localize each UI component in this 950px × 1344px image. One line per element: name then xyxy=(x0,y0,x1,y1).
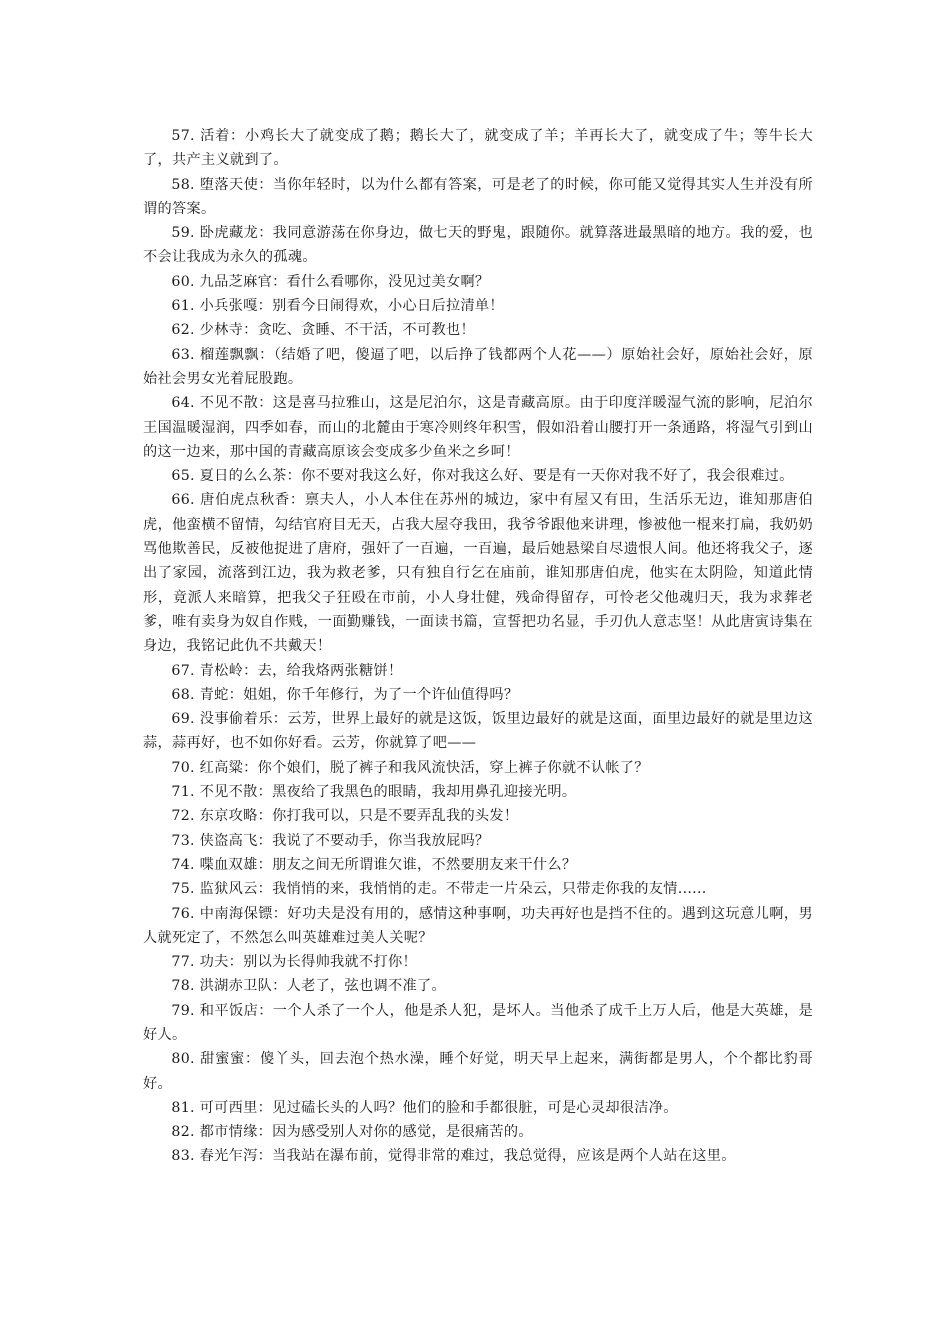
quote-62: 62. 少林寺：贪吃、贪睡、不干活，不可教也！ xyxy=(171,322,475,339)
quote-57: 57. 活着：小鸡长大了就变成了鹅；鹅长大了，就变成了羊；羊再长大了，就变成了牛；等牛长大了，共产主义就到了。 xyxy=(143,128,813,169)
quote-65: 65. 夏日的么么茶：你不要对我这么好，你对我这么好、要是有一天你对我不好了，我会很难过。 xyxy=(171,468,794,485)
quote-70: 70. 红高粱：你个娘们，脱了裤子和我风流快活，穿上裤子你就不认帐了？ xyxy=(171,759,649,776)
quote-82: 82. 都市情缘：因为感受别人对你的感觉，是很痛苦的。 xyxy=(171,1124,533,1141)
quote-58: 58. 堕落天使：当你年轻时，以为什么都有答案，可是老了的时候，你可能又觉得其实人生并没有所谓的答案。 xyxy=(143,176,813,217)
quote-60: 60. 九品芝麻官：看什么看哪你，没见过美女啊？ xyxy=(171,273,490,290)
quote-73: 73. 侠盗高飞：我说了不要动手，你当我放屁吗？ xyxy=(171,832,490,849)
quote-77: 77. 功夫：别以为长得帅我就不打你！ xyxy=(171,954,417,971)
quote-list xyxy=(143,124,813,1169)
quote-66: 66. 唐伯虎点秋香：禀夫人，小人本住在苏州的城边，家中有屋又有田，生活乐无边，谁知那唐伯虎，他蛮横不留情，勾结官府目无天，占我大屋夺我田，我爷爷跟他来讲理，惨被他一棍来打扁，我奶奶骂他欺善民，反被他捉进了唐府，强奸了一百遍，一百遍，最后她悬梁自尽遗恨人间。他还将我父子，逐出了家园，流落到江边，我为救老爹，只有独自行乞在庙前，谁知那唐伯虎，他实在太阴险，知道此情形，竟派人来暗算，把我父子狂殴在市前，小人身壮健，残命得留存，可怜老父他魂归天，我为求葬老爹，唯有卖身为奴自作贱，一面勤赚钱，一面读书篇，宣誓把功名显，手刃仇人意志坚！从此唐寅诗集在身边，我铭记此仇不共戴天！ xyxy=(143,492,813,655)
quote-71: 71. 不见不散：黑夜给了我黑色的眼睛，我却用鼻孔迎接光明。 xyxy=(171,784,577,801)
quote-78: 78. 洪湖赤卫队：人老了，弦也调不准了。 xyxy=(171,978,446,995)
quote-75: 75. 监狱风云：我悄悄的来，我悄悄的走。不带走一片朵云，只带走你我的友情...... xyxy=(171,881,707,898)
quote-83: 83. 春光乍泻：当我站在瀑布前，觉得非常的难过，我总觉得，应该是两个人站在这里。 xyxy=(171,1148,736,1165)
quote-63: 63. 榴莲飘飘：（结婚了吧，傻逼了吧，以后挣了钱都两个人花——）原始社会好，原始社会好，原始社会男女光着屁股跑。 xyxy=(143,346,813,387)
quote-59: 59. 卧虎藏龙：我同意游荡在你身边，做七天的野鬼，跟随你。就算落进最黑暗的地方。我的爱，也不会让我成为永久的孤魂。 xyxy=(143,225,813,266)
quote-79: 79. 和平饭店：一个人杀了一个人，他是杀人犯，是坏人。当他杀了成千上万人后，他是大英雄，是好人。 xyxy=(143,1002,813,1043)
quote-67: 67. 青松岭：去，给我烙两张糖饼！ xyxy=(171,662,403,679)
quote-81: 81. 可可西里：见过磕长头的人吗？他们的脸和手都很脏，可是心灵却很洁净。 xyxy=(171,1099,678,1116)
quote-68: 68. 青蛇：姐姐，你千年修行，为了一个许仙值得吗？ xyxy=(171,686,519,703)
quote-69: 69. 没事偷着乐：云芳，世界上最好的就是这饭，饭里边最好的就是这面，面里边最好的就是里边这蒜，蒜再好，也不如你好看。云芳，你就算了吧—— xyxy=(143,711,813,752)
quote-74: 74. 喋血双雄：朋友之间无所谓谁欠谁，不然要朋友来干什么？ xyxy=(171,856,577,873)
quote-64: 64. 不见不散：这是喜马拉雅山，这是尼泊尔，这是青藏高原。由于印度洋暖湿气流的影响，尼泊尔王国温暖湿润，四季如春，而山的北麓由于寒冷则终年积雪，假如沿着山腰打开一条通路，将湿气引到山的这一边来，那中国的青藏高原该会变成多少鱼米之乡呵！ xyxy=(143,395,813,460)
quote-72: 72. 东京攻略：你打我可以，只是不要弄乱我的头发！ xyxy=(171,808,519,825)
quote-80: 80. 甜蜜蜜：傻丫头，回去泡个热水澡，睡个好觉，明天早上起来，满街都是男人，个个都比豹哥好。 xyxy=(143,1051,813,1092)
quote-61: 61. 小兵张嘎：别看今日闹得欢，小心日后拉清单！ xyxy=(171,298,504,315)
quote-76: 76. 中南海保镖：好功夫是没有用的，感情这种事啊，功夫再好也是挡不住的。遇到这玩意儿啊，男人就死定了，不然怎么叫英雄难过美人关呢？ xyxy=(143,905,813,946)
